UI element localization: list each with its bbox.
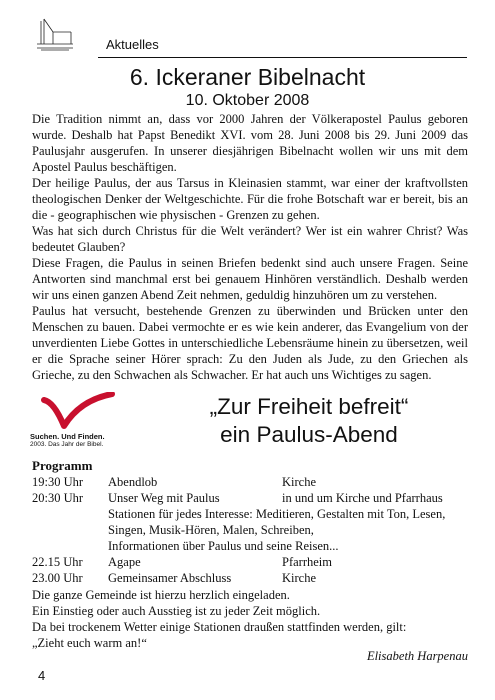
schedule-row xyxy=(32,570,472,586)
schedule-activity: Gemeinsamer Abschluss xyxy=(108,571,232,585)
bible-year-subtitle: 2003. Das Jahr der Bibel. xyxy=(30,441,104,448)
schedule-activity: Abendlob xyxy=(108,475,158,489)
bible-year-logo xyxy=(30,392,130,454)
schedule-time: 19:30 Uhr xyxy=(32,475,84,489)
bible-year-slogan: Suchen. Und Finden. xyxy=(30,432,105,441)
event-title-line2: ein Paulus-Abend xyxy=(220,422,398,447)
closing-line: Ein Einstieg oder auch Ausstieg ist zu jeder Zeit möglich. xyxy=(32,604,321,618)
section-label: Aktuelles xyxy=(106,37,159,52)
closing-line: „Zieht euch warm an!“ xyxy=(32,636,147,650)
page-number: 4 xyxy=(38,668,46,683)
schedule-row xyxy=(32,490,472,506)
schedule-time: 20:30 Uhr xyxy=(32,491,84,505)
program-schedule xyxy=(32,474,472,586)
schedule-row xyxy=(32,474,472,490)
schedule-time: 22.15 Uhr xyxy=(32,555,83,569)
header-rule xyxy=(98,57,467,58)
schedule-note: Singen, Musik-Hören, Malen, Schreiben, xyxy=(108,523,314,537)
article-paragraph: Paulus hat versucht, bestehende Grenzen zu überwinden und Brücken unter den Menschen zu bauen. Dabei vermochte er es wie kein anderer, das Evangelium von der unverdienten Liebe Gottes in unterschiedliche Lebensräume hinein zu übersetzen, weil er die Sprache seiner Hörer sprach: Zu den Juden als Jude, zu den Griechen als Grieche, zu den Schwachen als Schwacher. Er hat auch uns Wichtiges zu sagen. xyxy=(32,304,468,382)
article-paragraph: Diese Fragen, die Paulus in seinen Briefen bedenkt sind auch unsere Fragen. Seine Antworten sind manchmal erst bei genauem Hinhören verständlich. Deshalb werden wir uns einen ganzen Abend Zeit nehmen, geduldig hinzuhören um zu verstehen. xyxy=(32,256,468,302)
schedule-note: Informationen über Paulus und seine Reisen... xyxy=(108,539,339,553)
schedule-row xyxy=(32,554,472,570)
article-paragraph: Was hat sich durch Christus für die Welt verändert? Wer ist ein wahrer Christ? Was bedeutet Glauben? xyxy=(32,224,468,254)
event-date: 10. Oktober 2008 xyxy=(185,92,310,109)
article-body xyxy=(32,111,468,383)
page-title: 6. Ickeraner Bibelnacht xyxy=(129,64,366,90)
closing-line: Die ganze Gemeinde ist hierzu herzlich eingeladen. xyxy=(32,588,290,602)
article-paragraph: Der heilige Paulus, der aus Tarsus in Kleinasien stammt, war einer der kraftvollsten theologischen Denker der Weltgeschichte. Für die frohe Botschaft war er bereit, bis an die - geographischen wie physischen - Grenzen zu gehen. xyxy=(32,176,468,222)
schedule-place: Kirche xyxy=(282,475,317,489)
checkmark-icon xyxy=(40,392,116,430)
event-title xyxy=(150,393,468,449)
schedule-time: 23.00 Uhr xyxy=(32,571,83,585)
closing-text xyxy=(32,587,472,651)
event-title-line1: „Zur Freiheit befreit“ xyxy=(209,394,409,419)
program-heading: Programm xyxy=(32,458,93,473)
schedule-note: Stationen für jedes Interesse: Meditieren, Gestalten mit Ton, Lesen, xyxy=(108,507,446,521)
schedule-activity: Agape xyxy=(108,555,141,569)
article-paragraph: Die Tradition nimmt an, dass vor 2000 Jahren der Völkerapostel Paulus geboren wurde. Deshalb hat Papst Benedikt XVI. vom 28. Juni 2008 bis 29. Juni 2009 das Paulusjahr ausgerufen. In unserer diesjährigen Bibelnacht wollen wir uns mit dem Apostel Paulus beschäftigen. xyxy=(32,112,468,174)
schedule-place: in und um Kirche und Pfarrhaus xyxy=(282,491,443,505)
church-icon xyxy=(31,18,77,56)
schedule-activity: Unser Weg mit Paulus xyxy=(108,491,220,505)
author-signature: Elisabeth Harpenau xyxy=(366,649,468,663)
closing-line: Da bei trockenem Wetter einige Stationen draußen stattfinden werden, gilt: xyxy=(32,620,407,634)
church-logo xyxy=(31,18,77,56)
schedule-place: Kirche xyxy=(282,571,317,585)
schedule-place: Pfarrheim xyxy=(282,555,332,569)
